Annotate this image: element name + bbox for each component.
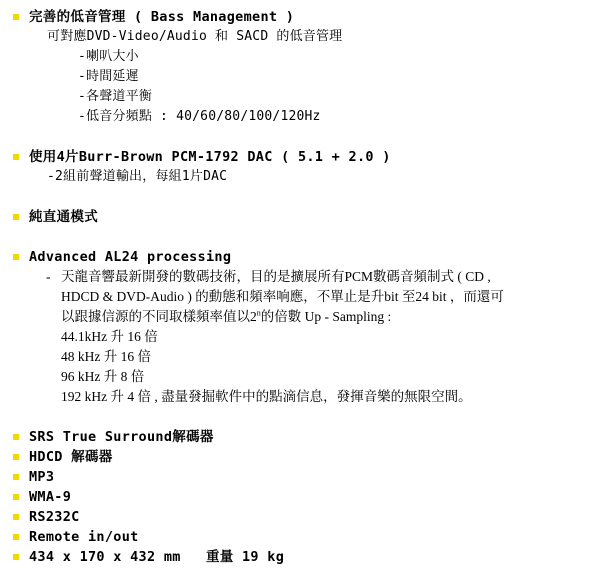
al24-description-line-2: HDCD & DVD-Audio ) 的動態和頻率响應，不單止是升bit 至24 bit ，而還可: [61, 289, 504, 304]
sampling-96k: 96 kHz 升 8 倍: [61, 369, 145, 384]
feature-wma: WMA-9: [29, 489, 72, 505]
al24-description-line-1: 天龍音響最新開發的數碼技術，目的是擴展所有PCM數碼音頻制式 ( CD ,: [61, 269, 491, 284]
sampling-192k: 192 kHz 升 4 倍 , 盡量發掘軟件中的點滴信息，發揮音樂的無限空間。: [61, 389, 472, 404]
bullet-icon: [13, 474, 19, 480]
feature-hdcd: HDCD 解碼器: [29, 449, 113, 465]
feature-srs: SRS True Surround解碼器: [29, 429, 214, 445]
bullet-icon: [13, 14, 19, 20]
feature-mp3: MP3: [29, 469, 55, 485]
bass-management-title: 完善的低音管理 ( Bass Management ): [29, 9, 295, 25]
bullet-icon: [13, 434, 19, 440]
bullet-icon: [13, 494, 19, 500]
bass-item-crossover: -低音分頻點 : 40/60/80/100/120Hz: [78, 109, 321, 124]
al24-dash: -: [46, 269, 51, 284]
al24-title: Advanced AL24 processing: [29, 249, 232, 265]
bullet-icon: [13, 554, 19, 560]
bass-item-delay: -時間延遲: [78, 69, 139, 84]
bass-item-speaker-size: -喇叭大小: [78, 49, 139, 64]
bass-item-balance: -各聲道平衡: [78, 89, 153, 104]
sampling-44k: 44.1kHz 升 16 倍: [61, 329, 158, 344]
pure-direct-title: 純直通模式: [29, 209, 98, 225]
dac-detail: -2組前聲道輸出，每組1片DAC: [47, 169, 228, 184]
bass-management-subtitle: 可對應DVD-Video/Audio 和 SACD 的低音管理: [47, 29, 343, 44]
al24-line3-exponent: n: [256, 308, 261, 318]
dac-title: 使用4片Burr-Brown PCM-1792 DAC ( 5.1 + 2.0 ): [29, 149, 391, 165]
bullet-icon: [13, 254, 19, 260]
sampling-48k: 48 kHz 升 16 倍: [61, 349, 151, 364]
al24-line3-text: 以跟據信源的不同取樣頻率值以2: [61, 309, 257, 324]
bullet-icon: [13, 214, 19, 220]
feature-rs232c: RS232C: [29, 509, 80, 525]
bullet-icon: [13, 534, 19, 540]
al24-line3-text-end: 的倍數 Up - Sampling :: [260, 309, 392, 324]
feature-remote: Remote in/out: [29, 529, 139, 545]
feature-dimensions-weight: 434 x 170 x 432 mm 重量 19 kg: [29, 549, 285, 565]
al24-description-line-3: [61, 307, 391, 327]
bullet-icon: [13, 514, 19, 520]
bullet-icon: [13, 154, 19, 160]
bullet-icon: [13, 454, 19, 460]
